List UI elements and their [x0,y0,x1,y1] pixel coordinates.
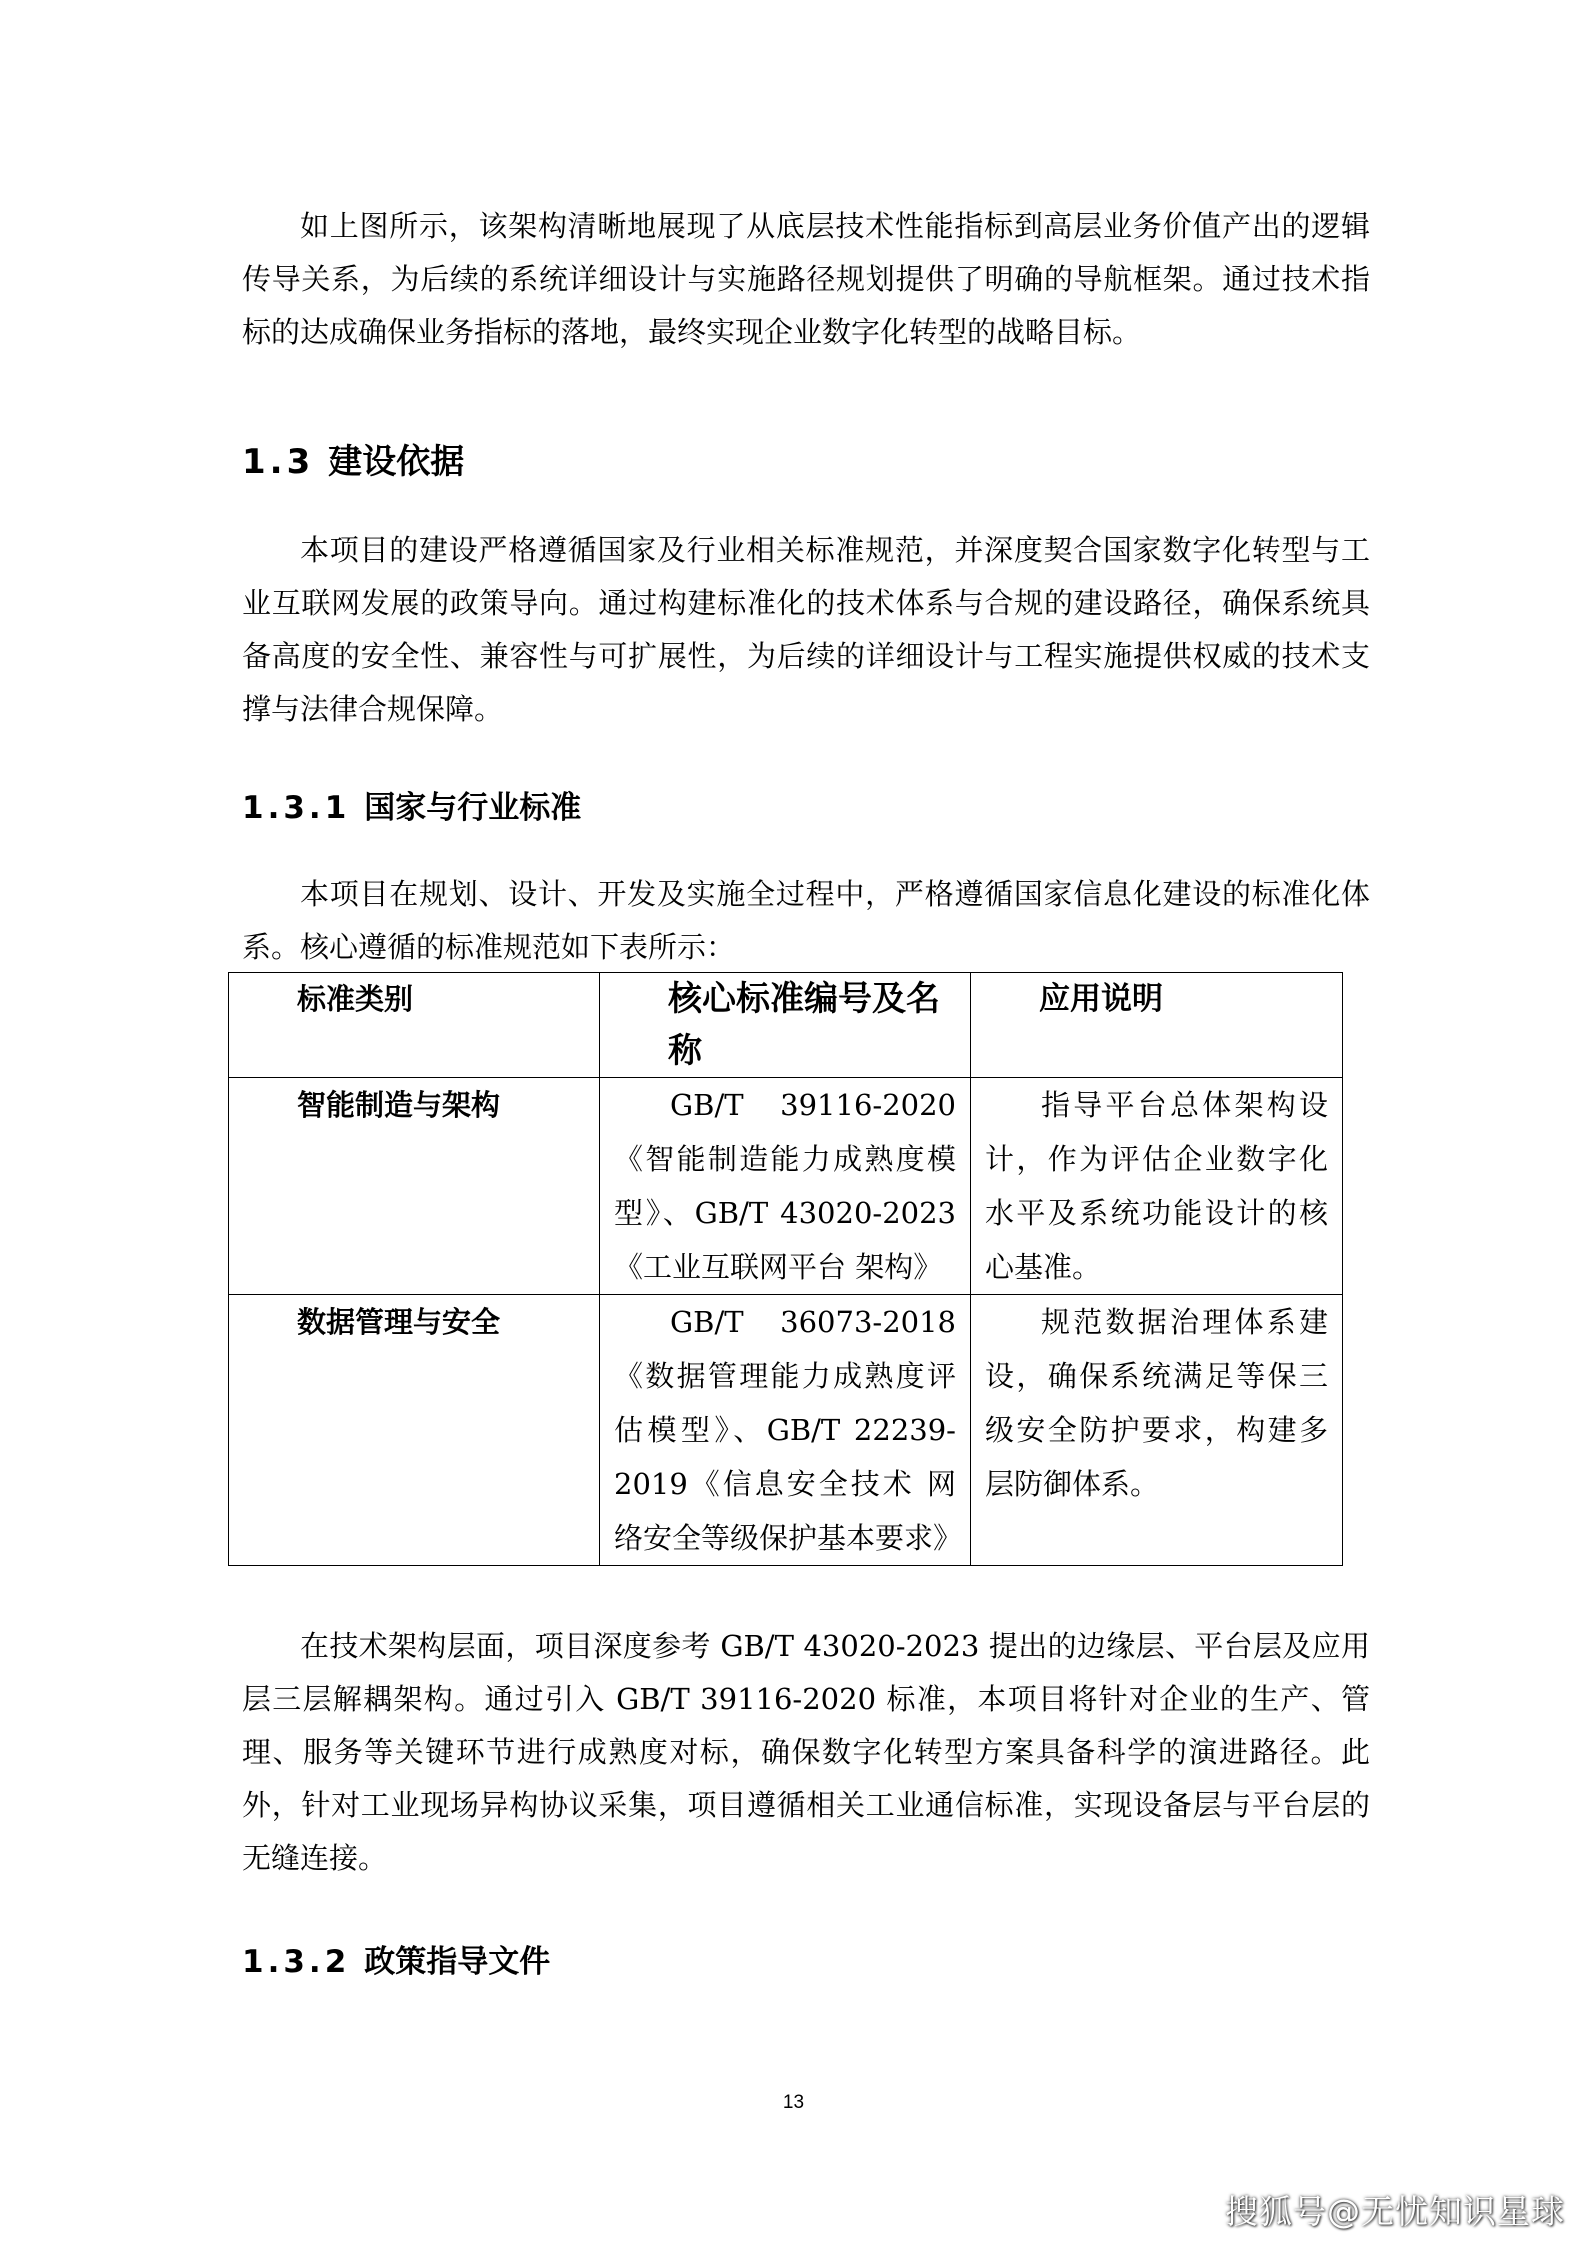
table-cell-description: 指导平台总体架构设计，作为评估企业数字化水平及系统功能设计的核心基准。 [971,1078,1343,1295]
table-header-row [229,973,1343,1078]
table-row [229,1295,1343,1566]
table-cell-category: 智能制造与架构 [229,1078,600,1295]
table-header-description: 应用说明 [971,973,1343,1078]
standards-table [228,972,1343,1566]
section-heading-1-3-2 [242,1936,550,1981]
intro-paragraph: 如上图所示，该架构清晰地展现了从底层技术性能指标到高层业务价值产出的逻辑传导关系，为后续的系统详细设计与实施路径规划提供了明确的导航框架。通过技术指标的达成确保业务指标的落地，最终实现企业数字化转型的战略目标。 [242,209,1370,349]
architecture-paragraph: 在技术架构层面，项目深度参考 GB/T 43020-2023 提出的边缘层、平台层及应用层三层解耦架构。通过引入 GB/T 39116-2020 标准，本项目将针对企业的生产、管理、服务等关键环节进行成熟度对标，确保数字化转型方案具备科学的演进路径。此外，针对工业现场异构协议采集，项目遵循相关工业通信标准，实现设备层与平台层的无缝连接。 [242,1629,1370,1875]
table-header-category: 标准类别 [229,973,600,1078]
section-heading-1-3-1 [242,782,581,827]
section-title: 政策指导文件 [364,1944,551,1980]
section-heading-1-3 [242,434,464,483]
section-number: 1.3.2 [242,1944,351,1980]
section-number: 1.3.1 [242,790,351,826]
table-cell-standards: GB/T 36073-2018《数据管理能力成熟度评估模型》、GB/T 22239-2019《信息安全技术 网络安全等级保护基本要求》 [600,1295,971,1566]
table-row [229,1078,1343,1295]
table-header-standards: 核心标准编号及名称 [600,973,971,1078]
section-title: 国家与行业标准 [364,790,582,826]
section-title: 建设依据 [328,442,465,482]
basis-paragraph: 本项目的建设严格遵循国家及行业相关标准规范，并深度契合国家数字化转型与工业互联网发展的政策导向。通过构建标准化的技术体系与合规的建设路径，确保系统具备高度的安全性、兼容性与可扩展性，为后续的详细设计与工程实施提供权威的技术支撑与法律合规保障。 [242,533,1370,726]
table-cell-standards: GB/T 39116-2020《智能制造能力成熟度模型》、GB/T 43020-2023《工业互联网平台 架构》 [600,1078,971,1295]
section-number: 1.3 [242,442,315,482]
page-number: 13 [782,2092,805,2113]
watermark: 搜狐号@无忧知识星球 [1225,2192,1565,2231]
standards-intro-paragraph: 本项目在规划、设计、开发及实施全过程中，严格遵循国家信息化建设的标准化体系。核心遵循的标准规范如下表所示： [242,877,1370,964]
table-cell-category: 数据管理与安全 [229,1295,600,1566]
table-cell-description: 规范数据治理体系建设，确保系统满足等保三级安全防护要求，构建多层防御体系。 [971,1295,1343,1566]
